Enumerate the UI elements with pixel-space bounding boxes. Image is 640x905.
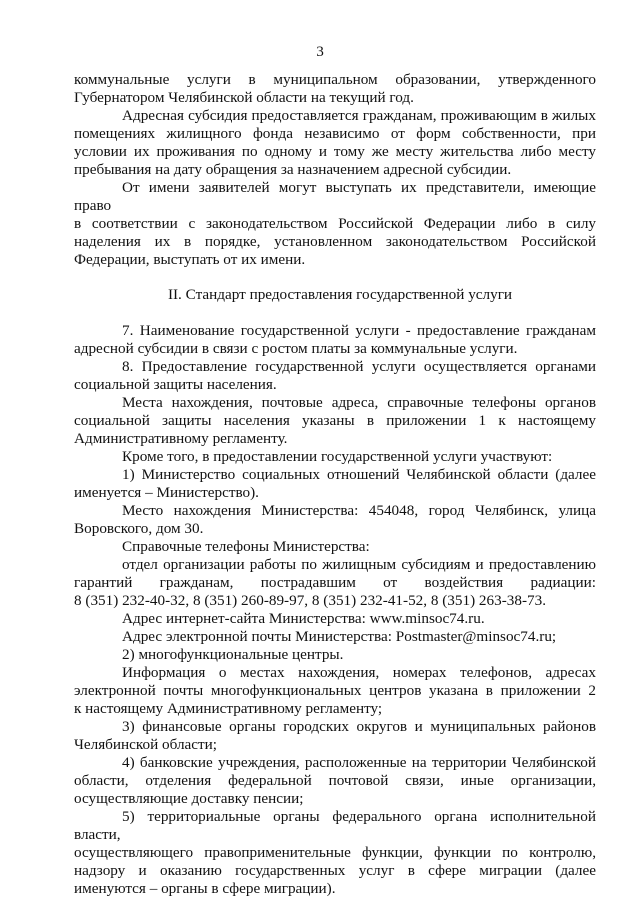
text-line: Места нахождения, почтовые адреса, справочные телефоны органов bbox=[122, 394, 596, 411]
text-line: 2) многофункциональные центры. bbox=[122, 646, 344, 663]
text-line: 8 (351) 232-40-32, 8 (351) 260-89-97, 8 (351) 232-41-52, 8 (351) 263-38-73. bbox=[74, 592, 546, 609]
text-line: 5) территориальные органы федерального органа исполнительной власти, bbox=[74, 808, 596, 843]
paragraph-mfc-info bbox=[74, 664, 596, 718]
document-body bbox=[74, 71, 596, 898]
text-line: Федерации, выступать от их имени. bbox=[74, 251, 306, 268]
text-line: Воровского, дом 30. bbox=[74, 520, 204, 537]
list-item-4 bbox=[74, 754, 596, 808]
paragraph-ministry-phones bbox=[74, 556, 596, 610]
list-item-3 bbox=[74, 718, 596, 754]
spacer bbox=[74, 269, 596, 286]
text-line: гарантий гражданам, пострадавшим от воздействия радиации: bbox=[74, 574, 596, 591]
text-line: области, отделения федеральной почтовой связи, иные организации, bbox=[74, 772, 596, 789]
paragraph-ministry-address bbox=[74, 502, 596, 538]
text-line: Административному регламенту. bbox=[74, 430, 288, 447]
spacer bbox=[74, 304, 596, 322]
text-line: осуществляющего правоприменительные функции, функции по контролю, bbox=[74, 844, 596, 861]
text-line: надзору и оказанию государственных услуг в сфере миграции (далее bbox=[74, 862, 596, 879]
text-line: Челябинской области; bbox=[74, 736, 218, 753]
text-line: Место нахождения Министерства: 454048, город Челябинск, улица bbox=[122, 502, 596, 519]
text-line: Адрес интернет-сайта Министерства: www.minsoc74.ru. bbox=[122, 610, 485, 627]
paragraph-subsidy-recipients bbox=[74, 107, 596, 179]
paragraph-representatives bbox=[74, 179, 596, 269]
text-line: социальной защиты населения. bbox=[74, 376, 277, 393]
text-line: наделения их в порядке, установленном законодательством Российской bbox=[74, 233, 596, 250]
text-line: Кроме того, в предоставлении государственной услуги участвуют: bbox=[122, 448, 553, 465]
paragraph-7 bbox=[74, 322, 596, 358]
text-line: к настоящему Административному регламенту; bbox=[74, 700, 383, 717]
section-heading: II. Стандарт предоставления государственной услуги bbox=[167, 286, 513, 303]
text-line: в соответствии с законодательством Российской Федерации либо в силу bbox=[74, 215, 596, 232]
text-line: Губернатором Челябинской области на текущий год. bbox=[74, 89, 414, 106]
text-line: 8. Предоставление государственной услуги осуществляется органами bbox=[122, 358, 596, 375]
page-number: 3 bbox=[316, 43, 324, 60]
text-line: 4) банковские учреждения, расположенные на территории Челябинской bbox=[122, 754, 596, 771]
list-item-1 bbox=[74, 466, 596, 502]
text-line: условии их проживания по одному и тому же месту жительства либо месту bbox=[74, 143, 596, 160]
list-item-5 bbox=[74, 808, 596, 898]
text-line: помещениях жилищного фонда независимо от форм собственности, при bbox=[74, 125, 596, 142]
text-line: отдел организации работы по жилищным субсидиям и предоставлению bbox=[122, 556, 596, 573]
text-line: Справочные телефоны Министерства: bbox=[122, 538, 370, 555]
text-line: От имени заявителей могут выступать их представители, имеющие право bbox=[74, 179, 596, 214]
text-line: именуются – органы в сфере миграции). bbox=[74, 880, 336, 897]
text-line: именуется – Министерство). bbox=[74, 484, 259, 501]
text-line: коммунальные услуги в муниципальном образовании, утвержденного bbox=[74, 71, 596, 88]
paragraph-locations bbox=[74, 394, 596, 448]
text-line: 3) финансовые органы городских округов и муниципальных районов bbox=[122, 718, 596, 735]
text-line: социальной защиты населения указаны в приложении 1 к настоящему bbox=[74, 412, 596, 429]
paragraph-intro-continuation bbox=[74, 71, 596, 107]
text-line: осуществляющие доставку пенсии; bbox=[74, 790, 304, 807]
text-line: адресной субсидии в связи с ростом платы за коммунальные услуги. bbox=[74, 340, 518, 357]
paragraph-8 bbox=[74, 358, 596, 394]
text-line: 1) Министерство социальных отношений Челябинской области (далее bbox=[122, 466, 596, 483]
text-line: 7. Наименование государственной услуги - предоставление гражданам bbox=[122, 322, 596, 339]
text-line: Адресная субсидия предоставляется гражданам, проживающим в жилых bbox=[122, 107, 596, 124]
text-line: электронной почты многофункциональных центров указана в приложении 2 bbox=[74, 682, 596, 699]
text-line: Адрес электронной почты Министерства: Postmaster@minsoc74.ru; bbox=[122, 628, 557, 645]
text-line: Информация о местах нахождения, номерах телефонов, адресах bbox=[122, 664, 596, 681]
text-line: пребывания на дату обращения за назначением адресной субсидии. bbox=[74, 161, 512, 178]
